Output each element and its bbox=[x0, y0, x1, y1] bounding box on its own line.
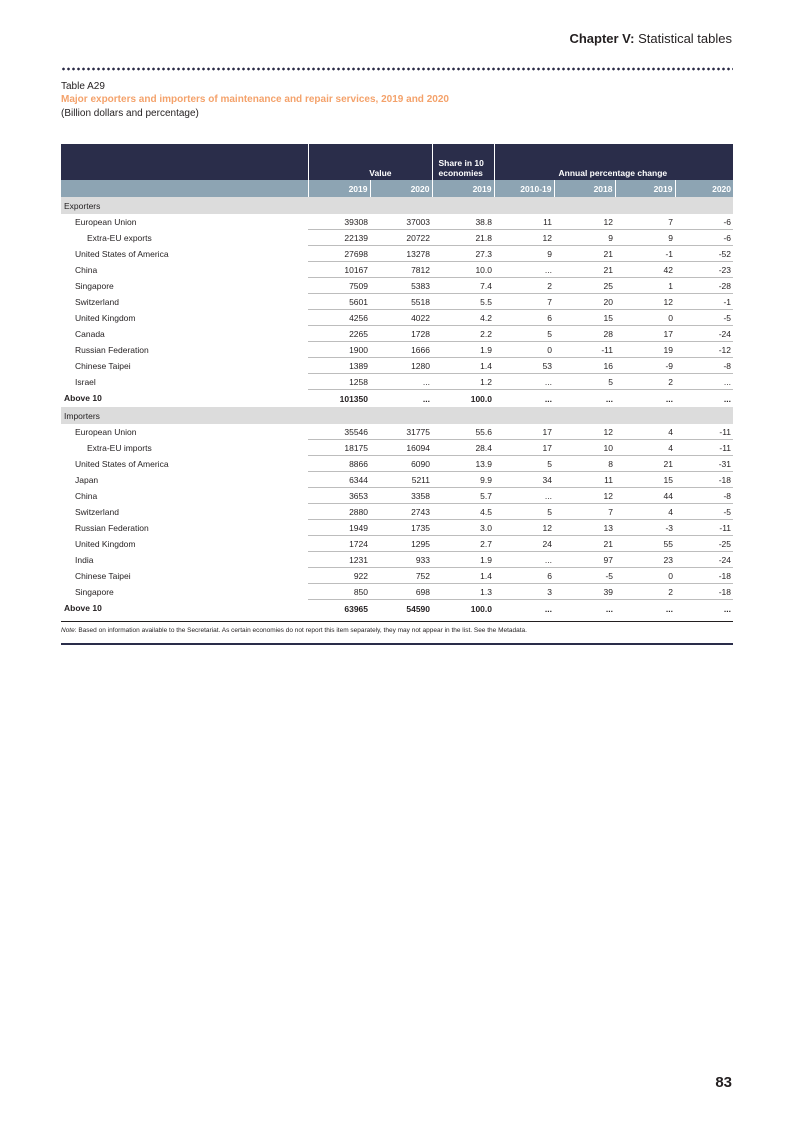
table-cell: -3 bbox=[615, 520, 675, 536]
table-cell: ... bbox=[675, 374, 733, 390]
table-cell: 1724 bbox=[308, 536, 370, 552]
table-cell: 12 bbox=[554, 424, 615, 440]
table-cell: -28 bbox=[675, 278, 733, 294]
table-subtitle: (Billion dollars and percentage) bbox=[61, 108, 199, 119]
table-cell: 2 bbox=[615, 584, 675, 600]
table-cell: 5 bbox=[554, 374, 615, 390]
table-cell: 34 bbox=[494, 472, 554, 488]
total-cell: ... bbox=[605, 393, 613, 404]
table-cell: 7509 bbox=[308, 278, 370, 294]
table-row bbox=[61, 294, 733, 310]
table-cell: -8 bbox=[675, 488, 733, 504]
table-cell: 25 bbox=[554, 278, 615, 294]
table-cell: -1 bbox=[675, 294, 733, 310]
table-cell: 4.5 bbox=[432, 504, 494, 520]
economy-name: Canada bbox=[75, 328, 105, 339]
table-cell: 55 bbox=[615, 536, 675, 552]
table-cell: 21 bbox=[615, 456, 675, 472]
economy-name: European Union bbox=[75, 216, 137, 227]
table-row bbox=[61, 374, 733, 390]
table-cell: 16094 bbox=[370, 440, 432, 456]
table-cell: 13278 bbox=[370, 246, 432, 262]
total-cell: ... bbox=[422, 393, 430, 404]
table-cell: -5 bbox=[675, 504, 733, 520]
economy-name: United Kingdom bbox=[75, 538, 136, 549]
table-cell: 39308 bbox=[308, 214, 370, 230]
table-cell: 7.4 bbox=[432, 278, 494, 294]
table-cell: ... bbox=[494, 552, 554, 568]
table-row bbox=[61, 230, 733, 246]
table-cell: 11 bbox=[554, 472, 615, 488]
table-cell: 12 bbox=[615, 294, 675, 310]
table-cell: 38.8 bbox=[432, 214, 494, 230]
table-cell: 5383 bbox=[370, 278, 432, 294]
table-row bbox=[61, 488, 733, 504]
total-cell: 101350 bbox=[339, 393, 368, 404]
table-body bbox=[61, 197, 733, 617]
table-cell: 752 bbox=[370, 568, 432, 584]
economy-name: Chinese Taipei bbox=[75, 570, 131, 581]
table-note bbox=[61, 621, 733, 639]
table-cell: 53 bbox=[494, 358, 554, 374]
table-cell: -52 bbox=[675, 246, 733, 262]
table-row bbox=[61, 278, 733, 294]
table-cell: -18 bbox=[675, 584, 733, 600]
table-cell: 12 bbox=[554, 214, 615, 230]
year-header-blank bbox=[61, 180, 308, 197]
table-cell: 27.3 bbox=[432, 246, 494, 262]
section-row bbox=[61, 197, 733, 214]
total-cell: ... bbox=[665, 393, 673, 404]
table-cell: 21.8 bbox=[432, 230, 494, 246]
table-cell: 7 bbox=[615, 214, 675, 230]
table-cell: 5 bbox=[494, 456, 554, 472]
table-cell: 2.7 bbox=[432, 536, 494, 552]
table-row bbox=[61, 262, 733, 278]
table-cell: -12 bbox=[675, 342, 733, 358]
table-container bbox=[61, 144, 733, 645]
table-row bbox=[61, 504, 733, 520]
table-cell: 2743 bbox=[370, 504, 432, 520]
table-cell: 13 bbox=[554, 520, 615, 536]
table-cell: 44 bbox=[615, 488, 675, 504]
table-cell: 1231 bbox=[308, 552, 370, 568]
total-cell: ... bbox=[605, 603, 613, 614]
economy-name: Chinese Taipei bbox=[75, 360, 131, 371]
table-cell: 35546 bbox=[308, 424, 370, 440]
table-cell: 1280 bbox=[370, 358, 432, 374]
table-cell: 6 bbox=[494, 568, 554, 584]
table-cell: 3653 bbox=[308, 488, 370, 504]
table-cell: 1.3 bbox=[432, 584, 494, 600]
table-row bbox=[61, 536, 733, 552]
table-cell: 7 bbox=[554, 504, 615, 520]
table-cell: 17 bbox=[494, 440, 554, 456]
table-cell: 0 bbox=[615, 310, 675, 326]
table-cell: -11 bbox=[675, 424, 733, 440]
economy-name: Russian Federation bbox=[75, 344, 149, 355]
table-cell: 1.4 bbox=[432, 358, 494, 374]
year-header: 2010-19 bbox=[494, 180, 554, 197]
table-cell: -8 bbox=[675, 358, 733, 374]
table-cell: 2265 bbox=[308, 326, 370, 342]
table-cell: 27698 bbox=[308, 246, 370, 262]
table-cell: 1389 bbox=[308, 358, 370, 374]
note-label: Note bbox=[61, 627, 75, 634]
table-cell: 8 bbox=[554, 456, 615, 472]
table-cell: 5518 bbox=[370, 294, 432, 310]
total-cell: 100.0 bbox=[470, 603, 492, 614]
economy-name: Switzerland bbox=[75, 506, 119, 517]
table-cell: 13.9 bbox=[432, 456, 494, 472]
table-row bbox=[61, 326, 733, 342]
table-cell: 15 bbox=[615, 472, 675, 488]
table-cell: 97 bbox=[554, 552, 615, 568]
total-row bbox=[61, 600, 733, 618]
table-cell: 4 bbox=[615, 440, 675, 456]
section-label: Exporters bbox=[61, 197, 733, 214]
table-cell: 28 bbox=[554, 326, 615, 342]
table-row bbox=[61, 456, 733, 472]
economy-name: Russian Federation bbox=[75, 522, 149, 533]
total-label: Above 10 bbox=[64, 393, 102, 404]
table-cell: 1900 bbox=[308, 342, 370, 358]
table-cell: 1 bbox=[615, 278, 675, 294]
total-cell: ... bbox=[723, 603, 732, 614]
year-header: 2020 bbox=[675, 180, 733, 197]
economy-name: Singapore bbox=[75, 586, 114, 597]
economy-name: Singapore bbox=[75, 280, 114, 291]
bottom-rule bbox=[61, 643, 733, 645]
table-cell: 20 bbox=[554, 294, 615, 310]
table-cell: 1.4 bbox=[432, 568, 494, 584]
table-cell: 850 bbox=[308, 584, 370, 600]
total-cell: 63965 bbox=[344, 603, 368, 614]
economy-name: India bbox=[75, 554, 94, 565]
table-cell: 4.2 bbox=[432, 310, 494, 326]
table-cell: 2 bbox=[494, 278, 554, 294]
year-header: 2020 bbox=[370, 180, 432, 197]
table-cell: ... bbox=[494, 488, 554, 504]
economy-name: European Union bbox=[75, 426, 137, 437]
chapter-title: Statistical tables bbox=[634, 31, 732, 46]
chapter-number: Chapter V: bbox=[569, 31, 635, 46]
year-header: 2019 bbox=[432, 180, 494, 197]
table-cell: -11 bbox=[675, 520, 733, 536]
table-row bbox=[61, 310, 733, 326]
total-cell: 54590 bbox=[406, 603, 430, 614]
table-cell: 24 bbox=[494, 536, 554, 552]
table-row bbox=[61, 520, 733, 536]
header-annual-change: Annual percentage change bbox=[494, 144, 733, 180]
table-cell: 5.5 bbox=[432, 294, 494, 310]
table-cell: 20722 bbox=[370, 230, 432, 246]
table-row bbox=[61, 424, 733, 440]
economy-name: Extra-EU imports bbox=[87, 442, 152, 453]
table-cell: 10 bbox=[554, 440, 615, 456]
table-cell: -1 bbox=[615, 246, 675, 262]
table-label: Table A29 bbox=[61, 81, 105, 92]
table-cell: 18175 bbox=[308, 440, 370, 456]
table-cell: 3.0 bbox=[432, 520, 494, 536]
section-label: Importers bbox=[61, 407, 733, 424]
table-cell: 17 bbox=[494, 424, 554, 440]
table-cell: -5 bbox=[554, 568, 615, 584]
table-row bbox=[61, 568, 733, 584]
table-cell: 6090 bbox=[370, 456, 432, 472]
table-cell: -24 bbox=[675, 552, 733, 568]
dotted-divider bbox=[61, 67, 733, 71]
table-cell: 1.9 bbox=[432, 342, 494, 358]
economy-name: China bbox=[75, 490, 98, 501]
table-cell: -24 bbox=[675, 326, 733, 342]
table-cell: 3 bbox=[494, 584, 554, 600]
table-cell: 12 bbox=[494, 230, 554, 246]
table-cell: 31775 bbox=[370, 424, 432, 440]
table-cell: 5.7 bbox=[432, 488, 494, 504]
table-cell: -11 bbox=[554, 342, 615, 358]
table-cell: 11 bbox=[494, 214, 554, 230]
table-cell: -11 bbox=[675, 440, 733, 456]
table-cell: 42 bbox=[615, 262, 675, 278]
table-cell: 1666 bbox=[370, 342, 432, 358]
table-row bbox=[61, 440, 733, 456]
note-text: : Based on information available to the Secretariat. As certain economies do not report this item separately, they may not appear in the list. See the Metadata. bbox=[74, 627, 527, 634]
table-cell: ... bbox=[494, 262, 554, 278]
economy-name: United Kingdom bbox=[75, 312, 136, 323]
table-cell: 16 bbox=[554, 358, 615, 374]
table-cell: 933 bbox=[370, 552, 432, 568]
table-cell: 12 bbox=[494, 520, 554, 536]
table-cell: 6 bbox=[494, 310, 554, 326]
year-header: 2019 bbox=[615, 180, 675, 197]
table-cell: 15 bbox=[554, 310, 615, 326]
table-cell: ... bbox=[494, 374, 554, 390]
table-cell: 9.9 bbox=[432, 472, 494, 488]
table-year-header bbox=[61, 180, 733, 197]
economy-name: Extra-EU exports bbox=[87, 232, 152, 243]
table-cell: 4 bbox=[615, 504, 675, 520]
table-cell: 6344 bbox=[308, 472, 370, 488]
economy-name: Japan bbox=[75, 474, 99, 485]
table-cell: 3358 bbox=[370, 488, 432, 504]
total-cell: 100.0 bbox=[470, 393, 492, 404]
economy-name: United States of America bbox=[75, 248, 169, 259]
table-cell: 39 bbox=[554, 584, 615, 600]
table-cell: 5 bbox=[494, 326, 554, 342]
table-cell: 2880 bbox=[308, 504, 370, 520]
table-cell: 4 bbox=[615, 424, 675, 440]
table-row bbox=[61, 472, 733, 488]
economy-name: United States of America bbox=[75, 458, 169, 469]
table-cell: 9 bbox=[554, 230, 615, 246]
header-blank bbox=[61, 144, 308, 180]
table-cell: -6 bbox=[675, 214, 733, 230]
table-cell: 0 bbox=[615, 568, 675, 584]
table-cell: 21 bbox=[554, 536, 615, 552]
table-cell: 23 bbox=[615, 552, 675, 568]
table-cell: 922 bbox=[308, 568, 370, 584]
table-cell: 19 bbox=[615, 342, 675, 358]
table-cell: -5 bbox=[675, 310, 733, 326]
chapter-heading bbox=[569, 31, 732, 46]
table-cell: 55.6 bbox=[432, 424, 494, 440]
header-value: Value bbox=[308, 144, 432, 180]
table-cell: -31 bbox=[675, 456, 733, 472]
table-cell: 1295 bbox=[370, 536, 432, 552]
table-cell: 1949 bbox=[308, 520, 370, 536]
total-row bbox=[61, 390, 733, 408]
table-cell: 4022 bbox=[370, 310, 432, 326]
table-cell: 1.9 bbox=[432, 552, 494, 568]
header-share: Share in 10 economies bbox=[432, 144, 494, 180]
table-cell: 0 bbox=[494, 342, 554, 358]
table-row bbox=[61, 358, 733, 374]
table-cell: -6 bbox=[675, 230, 733, 246]
table-cell: 10167 bbox=[308, 262, 370, 278]
table-cell: 2.2 bbox=[432, 326, 494, 342]
economy-name: Switzerland bbox=[75, 296, 119, 307]
table-cell: 7812 bbox=[370, 262, 432, 278]
table-cell: -23 bbox=[675, 262, 733, 278]
table-cell: 5211 bbox=[370, 472, 432, 488]
total-cell: ... bbox=[544, 603, 552, 614]
year-header: 2018 bbox=[554, 180, 615, 197]
table-cell: -18 bbox=[675, 568, 733, 584]
table-cell: 5601 bbox=[308, 294, 370, 310]
economy-name: Israel bbox=[75, 376, 96, 387]
table-cell: -25 bbox=[675, 536, 733, 552]
table-row bbox=[61, 552, 733, 568]
table-cell: -18 bbox=[675, 472, 733, 488]
page-number: 83 bbox=[715, 1074, 732, 1091]
table-cell: 4256 bbox=[308, 310, 370, 326]
table-cell: 7 bbox=[494, 294, 554, 310]
table-row bbox=[61, 584, 733, 600]
table-cell: 37003 bbox=[370, 214, 432, 230]
economy-name: China bbox=[75, 264, 98, 275]
total-cell: ... bbox=[665, 603, 673, 614]
table-title: Major exporters and importers of maintenance and repair services, 2019 and 2020 bbox=[61, 94, 449, 105]
table-cell: 2 bbox=[615, 374, 675, 390]
table-cell: 10.0 bbox=[432, 262, 494, 278]
statistics-table bbox=[61, 144, 733, 617]
table-cell: 1735 bbox=[370, 520, 432, 536]
table-cell: 1728 bbox=[370, 326, 432, 342]
table-cell: 12 bbox=[554, 488, 615, 504]
table-cell: 1.2 bbox=[432, 374, 494, 390]
table-cell: ... bbox=[370, 374, 432, 390]
year-header: 2019 bbox=[308, 180, 370, 197]
table-cell: 9 bbox=[494, 246, 554, 262]
table-group-header bbox=[61, 144, 733, 180]
table-cell: 698 bbox=[370, 584, 432, 600]
total-label: Above 10 bbox=[64, 603, 102, 614]
table-cell: 8866 bbox=[308, 456, 370, 472]
table-cell: 28.4 bbox=[432, 440, 494, 456]
table-cell: -9 bbox=[615, 358, 675, 374]
table-cell: 21 bbox=[554, 262, 615, 278]
table-cell: 5 bbox=[494, 504, 554, 520]
table-cell: 22139 bbox=[308, 230, 370, 246]
table-row bbox=[61, 246, 733, 262]
total-cell: ... bbox=[544, 393, 552, 404]
table-row bbox=[61, 214, 733, 230]
table-cell: 17 bbox=[615, 326, 675, 342]
total-cell: ... bbox=[723, 393, 732, 404]
table-row bbox=[61, 342, 733, 358]
table-cell: 1258 bbox=[308, 374, 370, 390]
section-row bbox=[61, 407, 733, 424]
table-cell: 21 bbox=[554, 246, 615, 262]
table-cell: 9 bbox=[615, 230, 675, 246]
